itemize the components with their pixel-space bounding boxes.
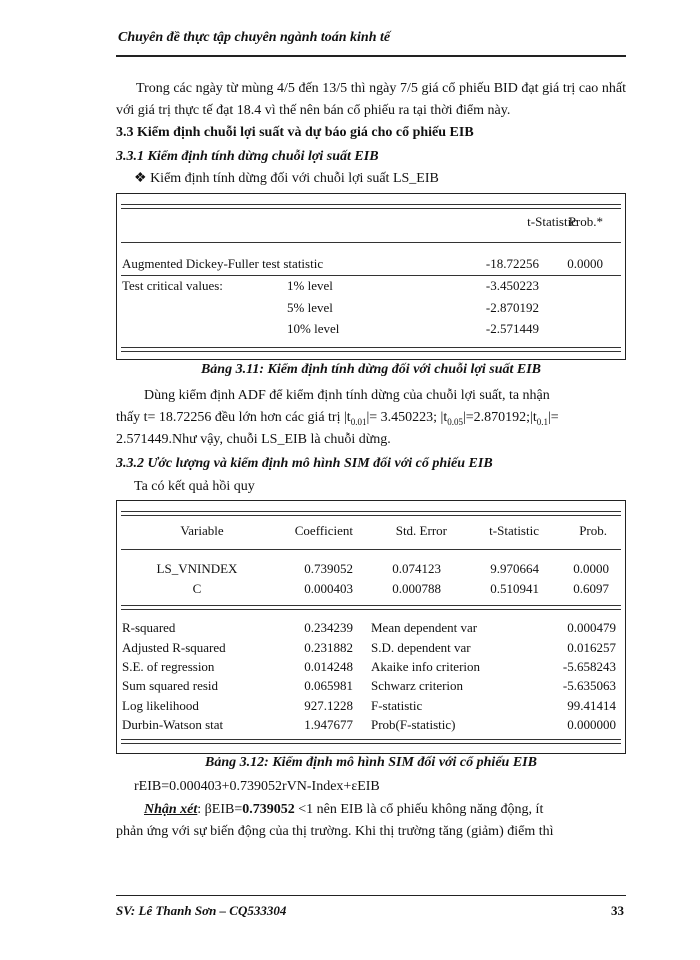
remark-text: : βEIB= xyxy=(197,802,243,817)
stat-value: 0.234239 xyxy=(304,620,353,635)
regression-intro: Ta có kết quả hồi quy xyxy=(134,479,255,494)
t-statistic-value: 0.510941 xyxy=(490,581,539,596)
regression-table xyxy=(116,500,626,754)
remark-line2: phản ứng với sự biến động của thị trường. Khi thị trường tăng (giảm) điểm thì xyxy=(116,824,554,839)
remark-label: Nhận xét xyxy=(144,802,198,817)
header-rule xyxy=(116,55,626,57)
adf-test-table xyxy=(116,193,626,360)
stat-label: Sum squared resid xyxy=(122,678,219,693)
regression-equation: rEIB=0.000403+0.739052rVN-Index+εEIB xyxy=(134,779,380,794)
col-header-prob: Prob.* xyxy=(568,214,603,229)
stat-label: Mean dependent var xyxy=(371,620,478,635)
table-top-rule xyxy=(121,204,621,209)
variable-name: LS_VNINDEX xyxy=(156,561,238,576)
table-bottom-rule xyxy=(121,347,621,352)
stat-label: S.E. of regression xyxy=(122,659,215,674)
adf-t-value: -18.72256 xyxy=(485,256,539,271)
subscript: 0.1 xyxy=(536,416,548,427)
stat-label: F-statistic xyxy=(371,698,423,713)
section-heading-3-3: 3.3 Kiểm định chuỗi lợi suất và dự báo giá cho cổ phiếu EIB xyxy=(116,125,474,140)
subscript: 0.05 xyxy=(447,416,463,427)
stat-value: 1.947677 xyxy=(304,717,353,732)
stat-value: 927.1228 xyxy=(304,698,353,713)
stat-label: Adjusted R-squared xyxy=(122,640,226,655)
t-statistic-value: 9.970664 xyxy=(490,561,539,576)
col-header-variable: Variable xyxy=(180,523,224,538)
variable-name: C xyxy=(192,581,202,596)
paragraph-adf-line1: Dùng kiểm định ADF để kiểm định tính dừng của chuỗi lợi suất, ta nhận xyxy=(144,388,550,403)
text-span: |=2.870192;|t xyxy=(462,410,537,425)
coefficient-value: 0.000403 xyxy=(304,581,353,596)
critical-level-label: 10% level xyxy=(287,321,340,336)
col-header-coefficient: Coefficient xyxy=(294,523,353,538)
bullet-item xyxy=(134,168,439,190)
bullet-text: Kiểm định tính dừng đối với chuỗi lợi suất LS_EIB xyxy=(150,171,439,186)
stat-label: Prob(F-statistic) xyxy=(371,717,456,732)
footer-author: SV: Lê Thanh Sơn – CQ533304 xyxy=(116,903,287,918)
col-header-prob: Prob. xyxy=(579,523,607,538)
critical-level-label: 1% level xyxy=(287,278,333,293)
diamond-bullet-icon: ❖ xyxy=(134,171,147,186)
section-heading-3-3-2: 3.3.2 Ước lượng và kiểm định mô hình SIM đối với cổ phiếu EIB xyxy=(116,456,493,471)
stat-label: Log likelihood xyxy=(122,698,199,713)
std-error-value: 0.074123 xyxy=(392,561,441,576)
stat-label: Durbin-Watson stat xyxy=(122,717,224,732)
stat-value: 0.231882 xyxy=(304,640,353,655)
adf-statistic-label: Augmented Dickey-Fuller test statistic xyxy=(122,256,324,271)
page-header-title: Chuyên đề thực tập chuyên ngành toán kinh tế xyxy=(118,30,391,45)
text-span: thấy t= 18.72256 đều lớn hơn các giá trị |t xyxy=(116,410,351,425)
stat-label: Akaike info criterion xyxy=(371,659,481,674)
prob-value: 0.6097 xyxy=(573,581,609,596)
critical-value: -3.450223 xyxy=(485,278,539,293)
table-caption-3-12: Bảng 3.12: Kiểm định mô hình SIM đối với cổ phiếu EIB xyxy=(205,755,537,770)
stat-value: 0.016257 xyxy=(567,640,616,655)
footer-rule xyxy=(116,895,626,896)
stat-label: S.D. dependent var xyxy=(371,640,471,655)
adf-prob-value: 0.0000 xyxy=(567,256,603,271)
table-rule xyxy=(121,549,621,550)
paragraph-bid-conclusion: Trong các ngày từ mùng 4/5 đến 13/5 thì ngày 7/5 giá cổ phiếu BID đạt giá trị cao nhất với giá trị thực tế đạt 18.4 vì thế nên bán cổ phiếu ra tại thời điểm này. xyxy=(116,81,626,118)
stat-value: 0.065981 xyxy=(304,678,353,693)
table-caption-3-11: Bảng 3.11: Kiểm định tính dừng đối với chuỗi lợi suất EIB xyxy=(200,362,542,377)
subscript: 0.01 xyxy=(350,416,367,427)
text-span: |= 3.450223; |t xyxy=(366,410,448,425)
col-header-t-statistic: t-Statistic xyxy=(527,214,577,229)
coefficient-value: 0.739052 xyxy=(304,561,353,576)
critical-values-label: Test critical values: xyxy=(122,278,223,293)
table-rule xyxy=(121,275,621,276)
paragraph-adf-line3: 2.571449.Như vậy, chuỗi LS_EIB là chuỗi dừng. xyxy=(116,432,391,447)
col-header-std-error: Std. Error xyxy=(395,523,447,538)
text-span: |= xyxy=(548,410,559,425)
stat-value: 0.014248 xyxy=(304,659,353,674)
stat-value: -5.635063 xyxy=(562,678,616,693)
stat-label: Schwarz criterion xyxy=(371,678,464,693)
critical-value: -2.870192 xyxy=(485,300,539,315)
critical-value: -2.571449 xyxy=(485,321,539,336)
remark-text: <1 nên EIB là cổ phiếu không năng động, ít xyxy=(294,802,544,817)
stat-value: 0.000479 xyxy=(567,620,616,635)
section-heading-3-3-1: 3.3.1 Kiểm định tính dừng chuỗi lợi suất EIB xyxy=(116,149,379,164)
std-error-value: 0.000788 xyxy=(392,581,441,596)
col-header-t-statistic: t-Statistic xyxy=(489,523,539,538)
table-mid-rule xyxy=(121,605,621,610)
stat-value: 99.41414 xyxy=(567,698,616,713)
table-top-rule xyxy=(121,511,621,516)
prob-value: 0.0000 xyxy=(573,561,609,576)
stat-value: -5.658243 xyxy=(562,659,616,674)
table-rule xyxy=(121,242,621,243)
table-bottom-rule xyxy=(121,739,621,744)
stat-value: 0.000000 xyxy=(567,717,616,732)
beta-value: 0.739052 xyxy=(242,802,295,817)
page-number: 33 xyxy=(611,903,624,918)
remark-line1 xyxy=(116,799,626,821)
stat-label: R-squared xyxy=(122,620,176,635)
critical-level-label: 5% level xyxy=(287,300,333,315)
